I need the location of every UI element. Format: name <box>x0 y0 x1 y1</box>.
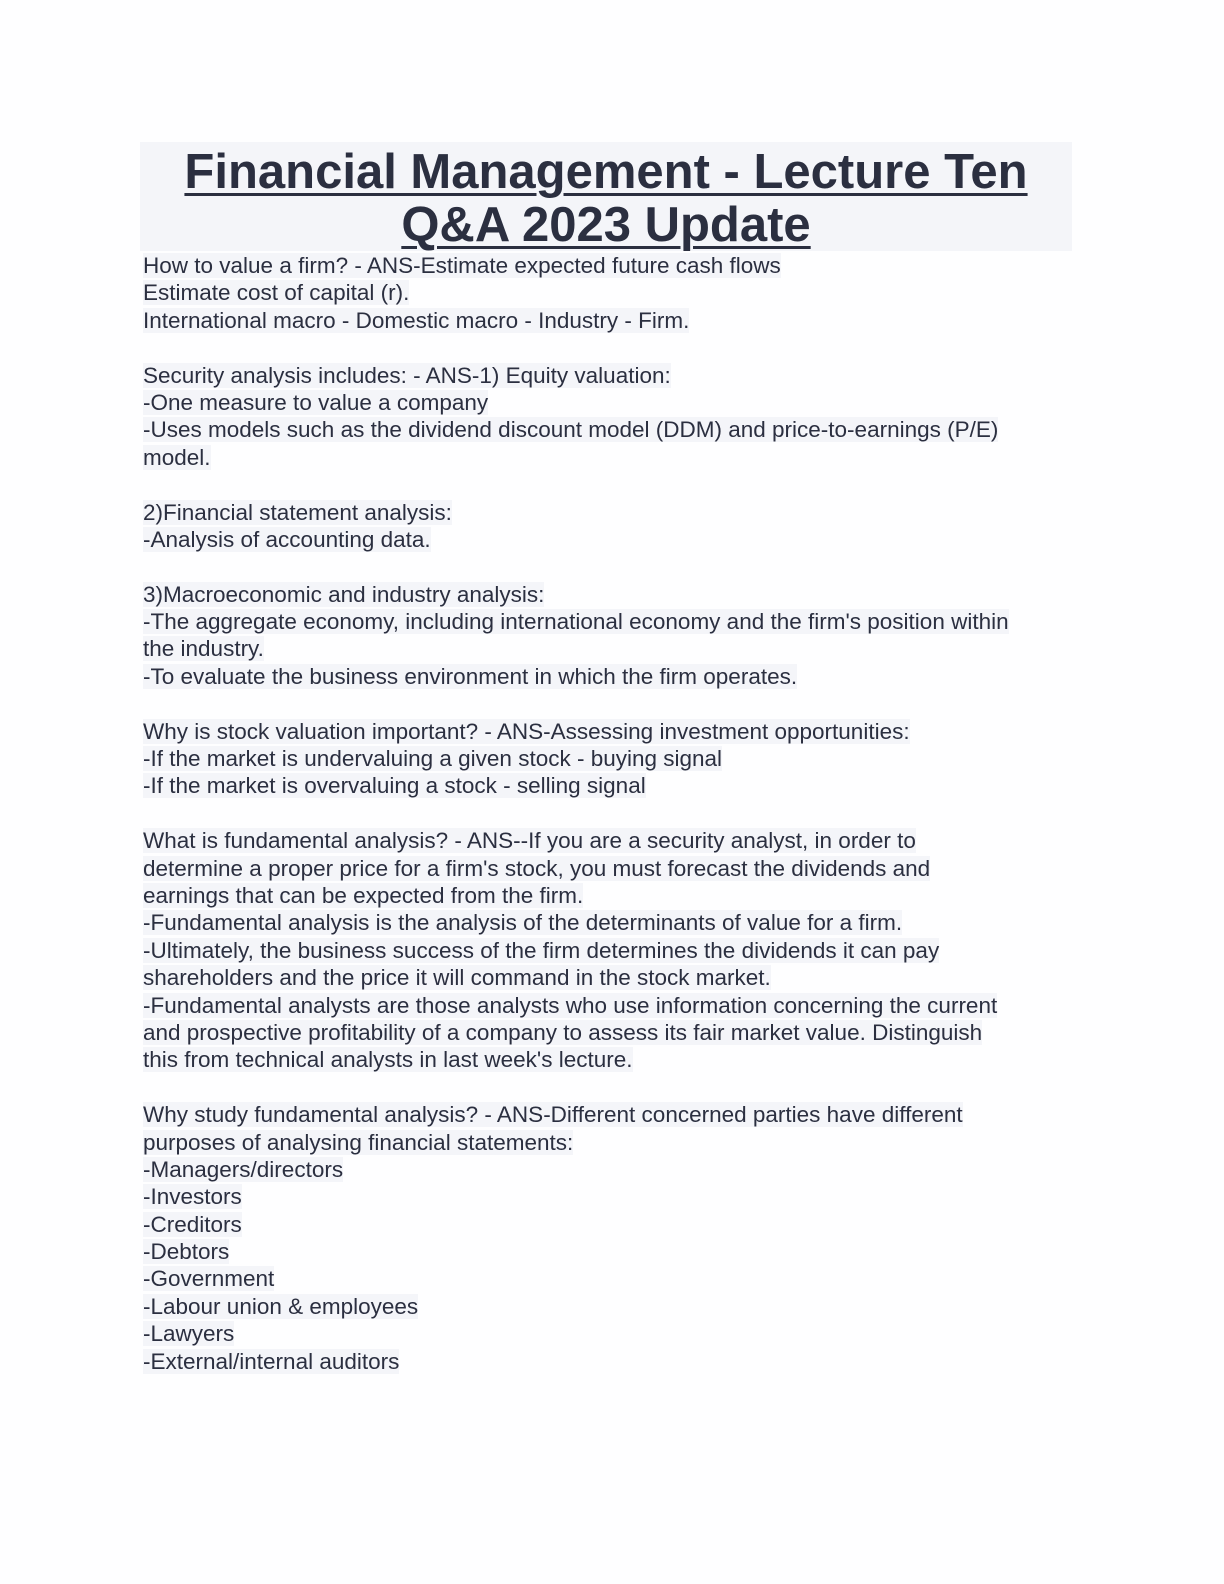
list-item: -External/internal auditors <box>143 1348 400 1374</box>
text-line: 2)Financial statement analysis: <box>143 499 452 525</box>
text-line: 3)Macroeconomic and industry analysis: <box>143 581 545 607</box>
list-item: -Managers/directors <box>143 1156 344 1182</box>
text-line: this from technical analysts in last week's lecture. <box>143 1047 633 1073</box>
text-line: determine a proper price for a firm's stock, you must forecast the dividends and <box>143 855 931 881</box>
text-line: International macro - Domestic macro - Industry - Firm. <box>143 307 690 333</box>
paragraph-break <box>143 471 1073 498</box>
text-line: -If the market is undervaluing a given stock - buying signal <box>143 746 723 772</box>
text-line: Security analysis includes: - ANS-1) Equity valuation: <box>143 362 671 388</box>
text-line: the industry. <box>143 636 264 662</box>
paragraph-break <box>143 553 1073 580</box>
list-item: -Creditors <box>143 1211 242 1237</box>
text-line: and prospective profitability of a company to assess its fair market value. Distinguish <box>143 1019 983 1045</box>
text-line: purposes of analysing financial statements: <box>143 1129 574 1155</box>
list-item: -Labour union & employees <box>143 1293 419 1319</box>
text-line: -Ultimately, the business success of the firm determines the dividends it can pay <box>143 937 940 963</box>
list-item: -Debtors <box>143 1239 230 1265</box>
text-line: -To evaluate the business environment in which the firm operates. <box>143 663 798 689</box>
text-line: -Uses models such as the dividend discount model (DDM) and price-to-earnings (P/E) <box>143 417 999 443</box>
text-line: -One measure to value a company <box>143 389 489 415</box>
text-line: -If the market is overvaluing a stock - selling signal <box>143 773 646 799</box>
paragraph-break <box>143 800 1073 827</box>
title-line-1: Financial Management - Lecture Ten <box>184 145 1028 199</box>
list-item: -Lawyers <box>143 1321 235 1347</box>
document-title <box>140 142 1072 251</box>
text-line: Why is stock valuation important? - ANS-Assessing investment opportunities: <box>143 718 910 744</box>
paragraph-break <box>143 1074 1073 1101</box>
text-line: What is fundamental analysis? - ANS--If you are a security analyst, in order to <box>143 828 916 854</box>
text-line: Why study fundamental analysis? - ANS-Different concerned parties have different <box>143 1102 963 1128</box>
paragraph-break <box>143 690 1073 717</box>
title-line-2: Q&A 2023 Update <box>401 198 811 252</box>
document-body <box>143 252 1073 1375</box>
text-line: earnings that can be expected from the firm. <box>143 882 584 908</box>
text-line: -Analysis of accounting data. <box>143 526 431 552</box>
text-line: Estimate cost of capital (r). <box>143 280 410 306</box>
text-line: How to value a firm? - ANS-Estimate expected future cash flows <box>143 253 781 278</box>
list-item: -Investors <box>143 1184 242 1210</box>
text-line: shareholders and the price it will command in the stock market. <box>143 965 771 991</box>
text-line: model. <box>143 444 211 470</box>
text-line: -Fundamental analysis is the analysis of the determinants of value for a firm. <box>143 910 903 936</box>
text-line: -Fundamental analysts are those analysts who use information concerning the current <box>143 992 998 1018</box>
list-item: -Government <box>143 1266 275 1292</box>
text-line: -The aggregate economy, including international economy and the firm's position within <box>143 609 1009 635</box>
paragraph-break <box>143 334 1073 361</box>
